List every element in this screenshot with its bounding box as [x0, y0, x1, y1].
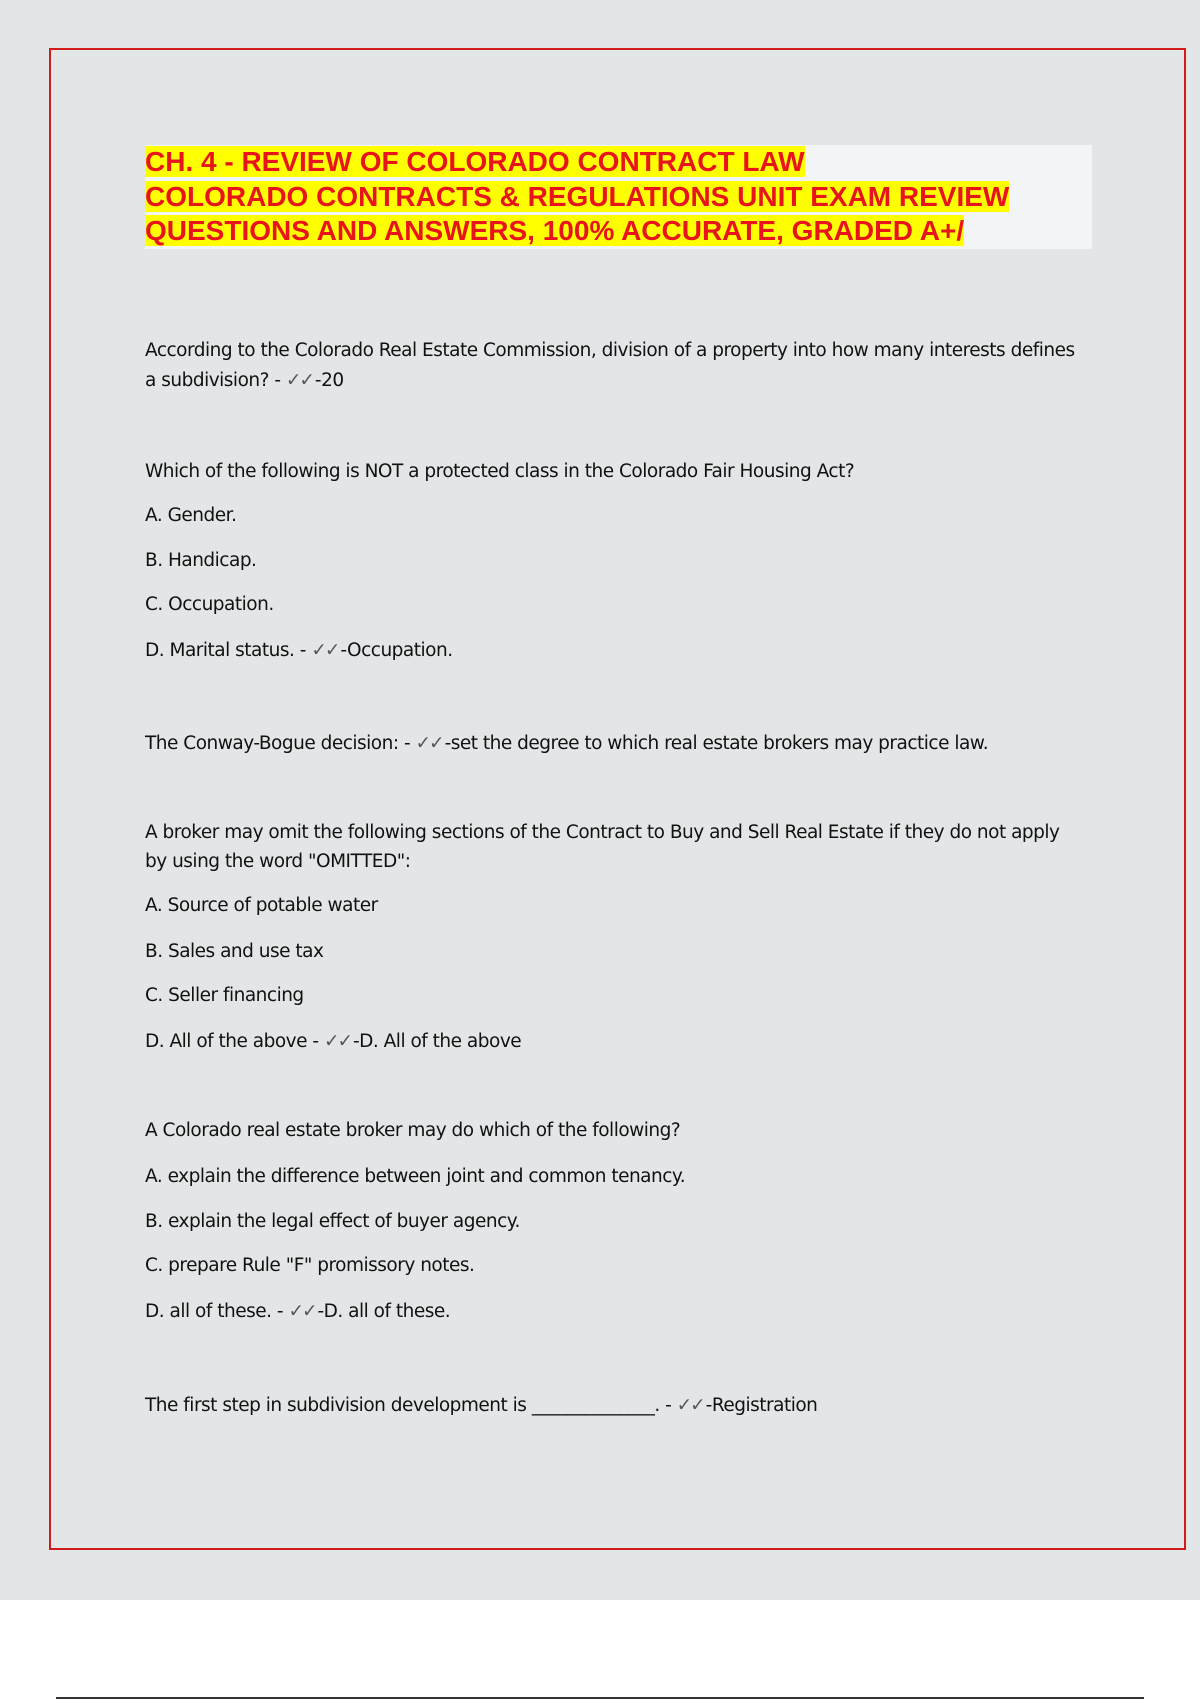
question-1-prompt: a subdivision? - — [145, 370, 281, 391]
question-3-answer: -set the degree to which real estate brokers may practice law. — [444, 733, 989, 754]
question-2-option-a: A. Gender. — [145, 505, 237, 526]
double-check-icon: ✓✓ — [285, 370, 313, 391]
question-5-text: A Colorado real estate broker may do which of the following? — [145, 1120, 681, 1141]
question-5-option-c: C. prepare Rule "F" promissory notes. — [145, 1255, 475, 1276]
question-5-option-b: B. explain the legal effect of buyer agency. — [145, 1211, 520, 1232]
document-title — [145, 145, 1092, 249]
double-check-icon: ✓✓ — [676, 1395, 704, 1416]
question-3-prompt: The Conway-Bogue decision: - — [145, 733, 411, 754]
question-4-text-line-1: A broker may omit the following sections of the Contract to Buy and Sell Real Estate if they do not apply — [145, 822, 1060, 843]
question-6-text — [145, 1395, 817, 1417]
question-4-answer: -D. All of the above — [352, 1031, 522, 1052]
question-4-option-b: B. Sales and use tax — [145, 941, 324, 962]
question-4-option-d — [145, 1031, 521, 1053]
question-5-answer: -D. all of these. — [317, 1301, 451, 1322]
question-2-text: Which of the following is NOT a protected class in the Colorado Fair Housing Act? — [145, 461, 855, 482]
double-check-icon: ✓✓ — [288, 1301, 316, 1322]
question-3-text — [145, 733, 988, 755]
question-6-prompt: The first step in subdivision development is ______________. - — [145, 1395, 672, 1416]
question-2-option-b: B. Handicap. — [145, 550, 257, 571]
question-4-option-c: C. Seller financing — [145, 985, 304, 1006]
question-5-option-d-label: D. all of these. - — [145, 1301, 284, 1322]
double-check-icon: ✓✓ — [311, 640, 339, 661]
double-check-icon: ✓✓ — [323, 1031, 351, 1052]
question-4-option-d-label: D. All of the above - — [145, 1031, 319, 1052]
question-5-option-d — [145, 1301, 450, 1323]
question-6-answer: -Registration — [705, 1395, 818, 1416]
question-2-answer: -Occupation. — [340, 640, 453, 661]
document-border — [49, 48, 1186, 1550]
title-line-2: COLORADO CONTRACTS & REGULATIONS UNIT EXAM REVIEW — [145, 180, 1010, 212]
footer-divider — [56, 1697, 1144, 1699]
question-4-option-a: A. Source of potable water — [145, 895, 378, 916]
question-2-option-c: C. Occupation. — [145, 594, 274, 615]
title-line-1: CH. 4 - REVIEW OF COLORADO CONTRACT LAW — [145, 146, 805, 177]
question-1-answer: -20 — [314, 370, 344, 391]
title-line-3: QUESTIONS AND ANSWERS, 100% ACCURATE, GRADED A+/ — [145, 215, 965, 246]
question-2-option-d-label: D. Marital status. - — [145, 640, 306, 661]
question-2-option-d — [145, 640, 453, 662]
question-4-text-line-2: by using the word "OMITTED": — [145, 851, 411, 872]
question-1-text-line-1: According to the Colorado Real Estate Commission, division of a property into how many interests defines — [145, 340, 1075, 361]
question-1-text-line-2 — [145, 370, 344, 392]
question-5-option-a: A. explain the difference between joint and common tenancy. — [145, 1166, 686, 1187]
double-check-icon: ✓✓ — [415, 733, 443, 754]
